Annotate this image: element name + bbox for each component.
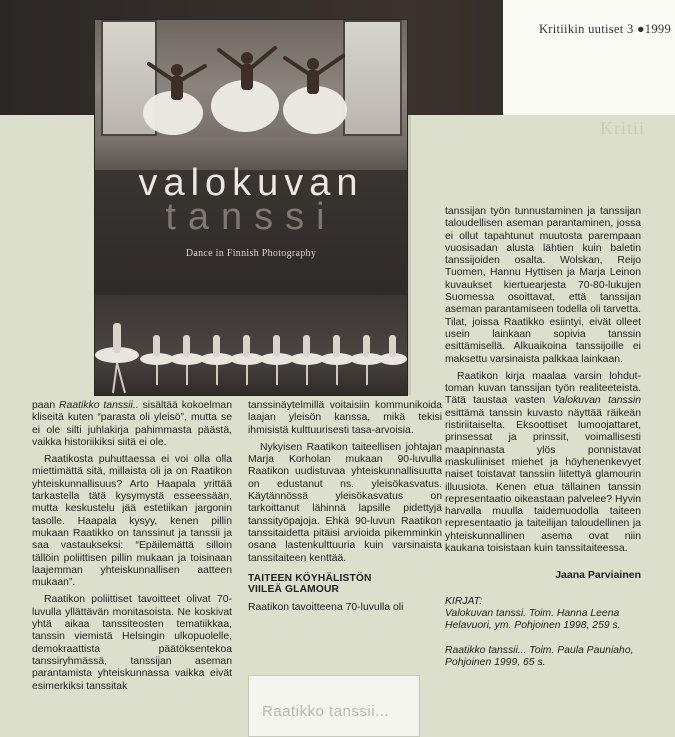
author-byline: Jaana Parviainen [555,569,641,582]
subheading-line1: TAITEEN KÖYHÄLISTÖN [248,572,372,584]
leaping-dancers-image [125,28,365,146]
cover-subtitle: Dance in Finnish Photography [185,248,317,259]
article-column-2 [248,400,442,614]
ballet-corps-image [95,295,407,395]
ghost-heading: Kritii [600,118,645,138]
subheading-line2: VIILEÄ GLAMOUR [248,584,340,596]
book-references [445,596,641,669]
paragraph: Raatikon kirja maalaa varsin lohduttoman kuvan tanssijan työn realiteeteista. Tätä taustaa vasten Valokuvan tanssin esittämä tanssin kuvasto näyttää räikeän ristiriitaiselta. Eksoottiset lumoojattaret, prinsessat ja prinssit, voimallisesti maapinnasta ylös ponnistavat maskuliiniset miehet ja höyhenenkevyet naiset toistavat tanssiin liitettyä glamourin illuusiota. Kenen etua tällainen tanssin representaatio oikeastaan palvelee? Hyvin harvalla muulla taidemuodolla taiteen representaatio ja taiteilijan taloudellinen ja yhteiskunnallinen asema ovat niin kaukana toisistaan kuin tanssitaiteessa. [445,370,641,555]
book-cover [95,20,407,395]
refs-label: KIRJAT: [445,595,483,607]
book-reference: Valokuvan tanssi. Toim. Hanna Leena Helavuori, ym. Pohjoinen 1998, 259 s. [445,607,621,632]
paragraph: Raatikon tavoitteena 70-luvulla oli [248,601,404,613]
section-subheading [248,573,442,596]
issue-header: Kritiikin uutiset 3 ●1999 [538,22,671,36]
pullquote-text: Raatikko tanssii... [262,703,390,720]
paragraph: paan Raatikko tanssii.. sisältää kokoelman kliseitä kuten “parasta oli yleisö”, mutta se ei ole silti juhlakirja pahimmasta päästä, vaikka historiikiksi siitä ei ole. [32,400,232,448]
paragraph: Raatikon poliittiset tavoitteet olivat 70-luvulla yllättävän monitasoista. Ne koskivat yhtä aikaa tanssiteosten tematiikkaa, tanssin viemistä Helsingin ulkopuolelle, demokraattista päätöksentekoa tanssiryhmässä, tanssijan aseman parantamista yhteiskunnassa vaikka eivät esimerkiksi tanssitak [32,594,232,692]
book-reference: Raatikko tanssii... Toim. Paula Pauniaho, Pohjoinen 1999, 65 s. [445,644,634,668]
paragraph: tanssijan työn tunnustaminen ja tanssijan taloudellisen aseman parantaminen, jossa ei ollut tapahtunut muutosta parempaan vuosisadan alusta lähtien kuin baletin tanssijoiden osalta. Wolskan, Reijo Tuomen, Hannu Hyttisen ja Marja Leinon kuvaukset kiertuearjesta 70-80-lukujen Suomessa osoittavat, että tanssijan aseman parantamiseen todella oli tarvetta. Tilat, joissa Raatikko esiintyi, eivät olleet usein lainkaan sopivia tanssin esittämisellä. Alkuaikoina tanssijoille ei maksettu varsinaista palkkaa lainkaan. [445,206,641,365]
article-column-1 [32,400,232,693]
cover-shadow [407,115,411,395]
header-white-panel [503,0,675,115]
paragraph: tanssinäytelmillä voitaisiin kommunikoida laajan yleisön kanssa, mikä tekisi ihmisistä kulttuurisesti tasa-arvoisia. [248,400,442,436]
cover-photo-hall [95,20,407,170]
cover-title-line2: tanssi [165,196,337,238]
cover-title-line1: valokuvan [138,162,364,204]
paragraph: Raatikosta puhuttaessa ei voi olla olla miettimättä sitä, millaista oli ja on Raatikon yhteiskunnallisuus? Arto Haapala yrittää tarkastella tätä kysymystä esseessään, mutta keskustelu jää estetiikan jargonin tasolle. Haapala kysyy, kenen pillin mukaan Raatikko on tanssinut ja tanssii ja saa vastaukseksi: “Epäilemättä silloin tällöin poliittisen pillin mukaan ja toisinaan laajemman yhteiskunnallisen aatteen mukaan”. [32,454,232,589]
cover-photo-ballet [95,295,407,395]
article-column-3 [445,206,641,681]
paragraph: Nykyisen Raatikon taiteellisen johtajan Marja Korholan mukaan 90-luvulla Raatikon uudistuvaa yhteiskunnallisuutta on edustanut ns. yleisökasvatus. Käytännössä yleisökasvatus on tarkoittanut lähinnä lapsille pidettyjä tanssityöpajoja. Ehkä 90-luvun Raatikon tanssitaidetta pitäisi arvioida pikemminkin osana lastenkulttuuria kuin varsinaista tanssitaiteen kenttää. [248,441,442,564]
